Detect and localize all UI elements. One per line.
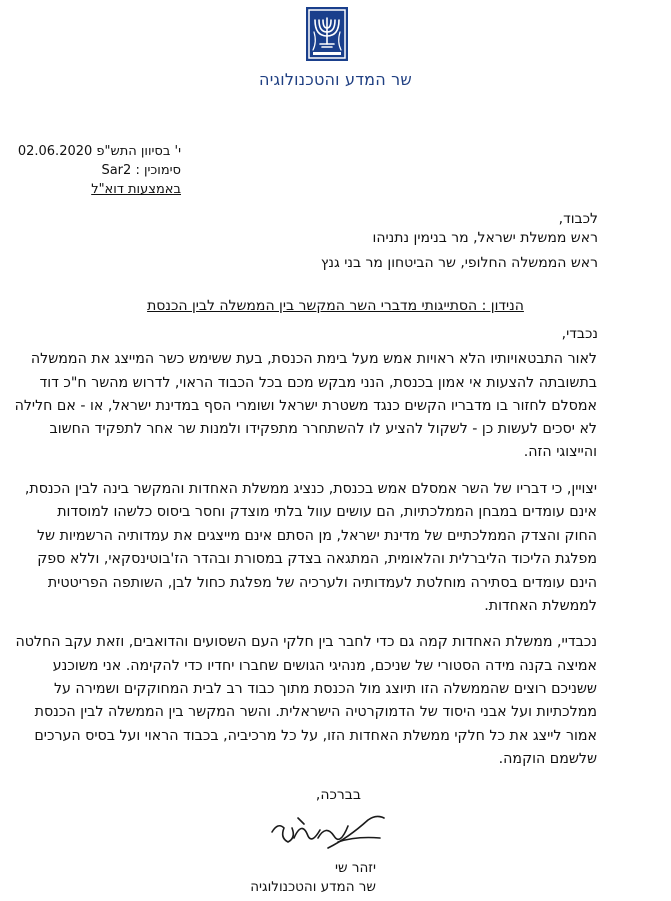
state-emblem-icon xyxy=(305,6,349,62)
paragraph-2-line: לממשלת האחדות. xyxy=(484,598,597,614)
paragraph-3-line: נכבדיי, ממשלת האחדות קמה גם כדי לחבר בין חלקי העם השסועים והדואבים, וזאת עקב החלטה xyxy=(15,634,597,650)
paragraph-2-line: מפלגת הליכוד הליברלית והלאומית, המתגאה בצדק במסורת ובהדר הז'בוטינסקאי, וללא ספק xyxy=(37,551,597,567)
reference-number: סימוכין : Sar2 xyxy=(101,163,181,178)
paragraph-1-line: בתשובתה להצעות אי אמון בכנסת, הנני מבקש מכם בכל הכבוד הראוי, לדרוש מהשר ח"כ דוד xyxy=(39,375,597,391)
paragraph-3-line: שלשמם הוקמה. xyxy=(498,751,597,767)
paragraph-3-line: ששניכם רוצים שהממשלה הזו תיוצג מול הכנסת מתוך כבוד רב לבית המחוקקים ושמירה על xyxy=(53,681,597,697)
paragraph-1-line: לאור התבטאויותיו הלא ראויות אמש מעל בימת הכנסת, בעת ששימש כשר המייצג את הממשלה xyxy=(30,351,597,367)
paragraph-3-line: אמור לייצג את כל חלקי ממשלת האחדות הזו, על כל מרכיביה, בכבוד הראוי ועל בסיס הערכים xyxy=(34,728,597,744)
paragraph-2-line: אינם עומדים במבחן הממלכתיות, הם עושים עוול בלתי מוצדק וחסר ביסוס כלשהו למוסדות xyxy=(57,504,597,520)
recipient-prime-minister: ראש ממשלת ישראל, מר בנימין נתניהו xyxy=(372,230,598,246)
paragraph-1-line: אמסלם לחזור בו מדבריו הקשים כנגד משטרת ישראל ושומרי הסף במדינת ישראל, או - אם חלילה xyxy=(14,398,597,414)
paragraph-2-line: החוק והצדק הממלכתיים של מדינת ישראל, מן הסתם אינם מייצגים את עמדותיה הרשמיות של xyxy=(36,528,597,544)
paragraph-2-line: יצויין, כי דבריו של השר אמסלם אמש בכנסת, כנציג ממשלת האחדות והמקשר בינה לבין הכנסת, xyxy=(24,481,597,497)
signatory-name: יזהר שי xyxy=(334,860,376,876)
signatory-title: שר המדע והטכנולוגיה xyxy=(250,879,376,895)
paragraph-3-line: אמיצה בקנה מידה הסטורי של שניכם, מנהיגי הגושים שחברו יחדיו כדי להקימה. אני משוכנע xyxy=(52,658,597,674)
closing: בברכה, xyxy=(315,787,361,803)
salutation: נכבדי, xyxy=(561,326,598,342)
recipient-alternate-prime-minister: ראש הממשלה החלופי, שר הביטחון מר בני גנץ xyxy=(320,255,598,271)
paragraph-3-line: ממלכתיות ועל אבני היסוד של הדמוקרטיה הישראלית. והשר המקשר בין הממשלה לבין הכנסת xyxy=(34,704,597,720)
paragraph-1-line: והייצוגי הזה. xyxy=(523,444,597,460)
paragraph-1-line: לא יסכים לעשות כן - לשקול להציע לו להשתחרר מתפקידו ולמנות שר אחר לתפקיד החשוב xyxy=(49,421,597,437)
signature-icon xyxy=(268,808,388,856)
recipients-greeting: לכבוד, xyxy=(558,211,598,227)
delivery-method: באמצעות דוא"ל xyxy=(91,182,181,197)
ministry-title: שר המדע והטכנולוגיה xyxy=(259,70,412,89)
letter-subject: הנידון : הסתייגותי מדברי השר המקשר בין הממשלה לבין הכנסת xyxy=(147,298,524,314)
paragraph-2-line: הינם עומדים בסתירה מוחלטת לעמדותיה ולערכיה של מפלגת כחול לבן, השותפה הפריטטית xyxy=(47,575,597,591)
letter-date: י' בסיוון התש"פ 02.06.2020 xyxy=(17,144,181,159)
